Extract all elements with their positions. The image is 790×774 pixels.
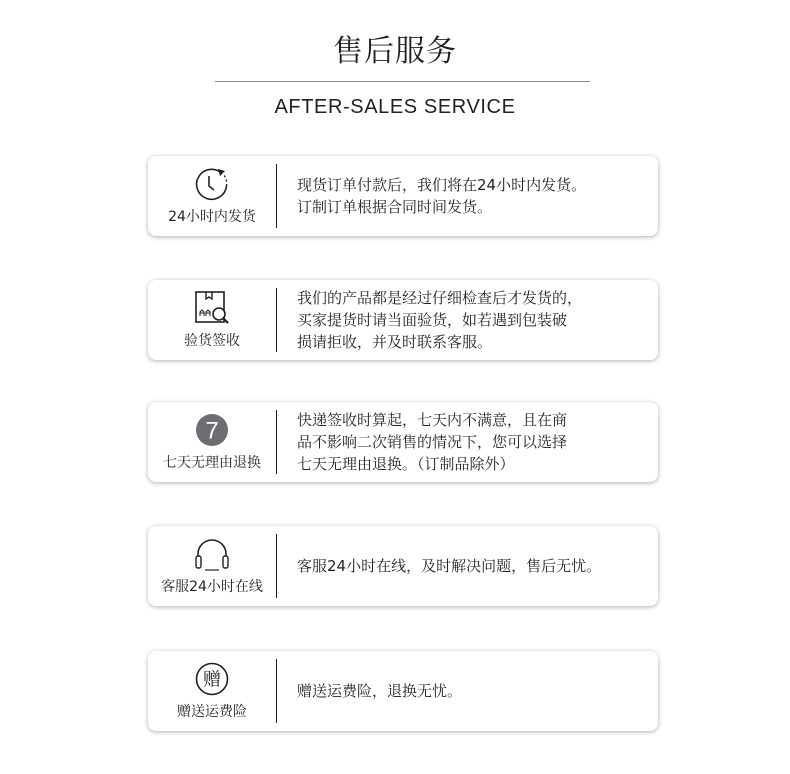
title-divider [215,81,590,82]
service-card-inspection [148,280,658,360]
card-description [297,402,644,482]
card-divider [276,164,277,228]
description-line: 客服24小时在线，及时解决问题，售后无忧。 [297,557,602,575]
service-card-support [148,526,658,606]
description-line: 买家提货时请当面验货，如若遇到包装破 [297,311,568,329]
card-description [297,651,644,731]
card-label: 七天无理由退换 [163,455,261,471]
description-line: 赠送运费险，退换无忧。 [297,682,463,700]
card-description [297,526,644,606]
service-card-insurance [148,651,658,731]
description-line: 现货订单付款后，我们将在24小时内发货。 [297,176,587,194]
card-label: 验货签收 [184,333,240,349]
card-label: 24小时内发货 [168,209,256,225]
description-line: 快递签收时算起，七天内不满意，且在商 [297,411,568,429]
card-label-area [148,526,276,606]
clock-refresh-icon [192,164,232,204]
gift-circle-icon [192,659,232,699]
description-line: 我们的产品都是经过仔细检查后才发货的， [297,289,583,307]
card-label: 赠送运费险 [177,704,247,720]
card-description [297,156,644,236]
card-label-area [148,156,276,236]
page-subtitle: AFTER-SALES SERVICE [274,96,516,118]
box-inspect-icon [192,288,232,328]
card-divider [276,659,277,723]
description-line: 七天无理由退换。（订制品除外） [297,455,515,473]
service-card-returns [148,402,658,482]
headset-icon [192,534,232,574]
card-divider [276,288,277,352]
seven-badge-digit: 7 [205,417,219,445]
description-line: 损请拒收，并及时联系客服。 [297,333,493,351]
gift-circle-glyph: 赠 [203,669,221,691]
seven-badge-icon [192,410,232,450]
page-title: 售后服务 [333,34,457,69]
card-description [297,280,644,360]
card-divider [276,534,277,598]
description-line: 品不影响二次销售的情况下，您可以选择 [297,433,568,451]
card-label-area [148,280,276,360]
card-divider [276,410,277,474]
card-label-area [148,651,276,731]
service-card-shipping [148,156,658,236]
card-label-area [148,402,276,482]
card-label: 客服24小时在线 [161,579,263,595]
description-line: 订制订单根据合同时间发货。 [297,198,493,216]
